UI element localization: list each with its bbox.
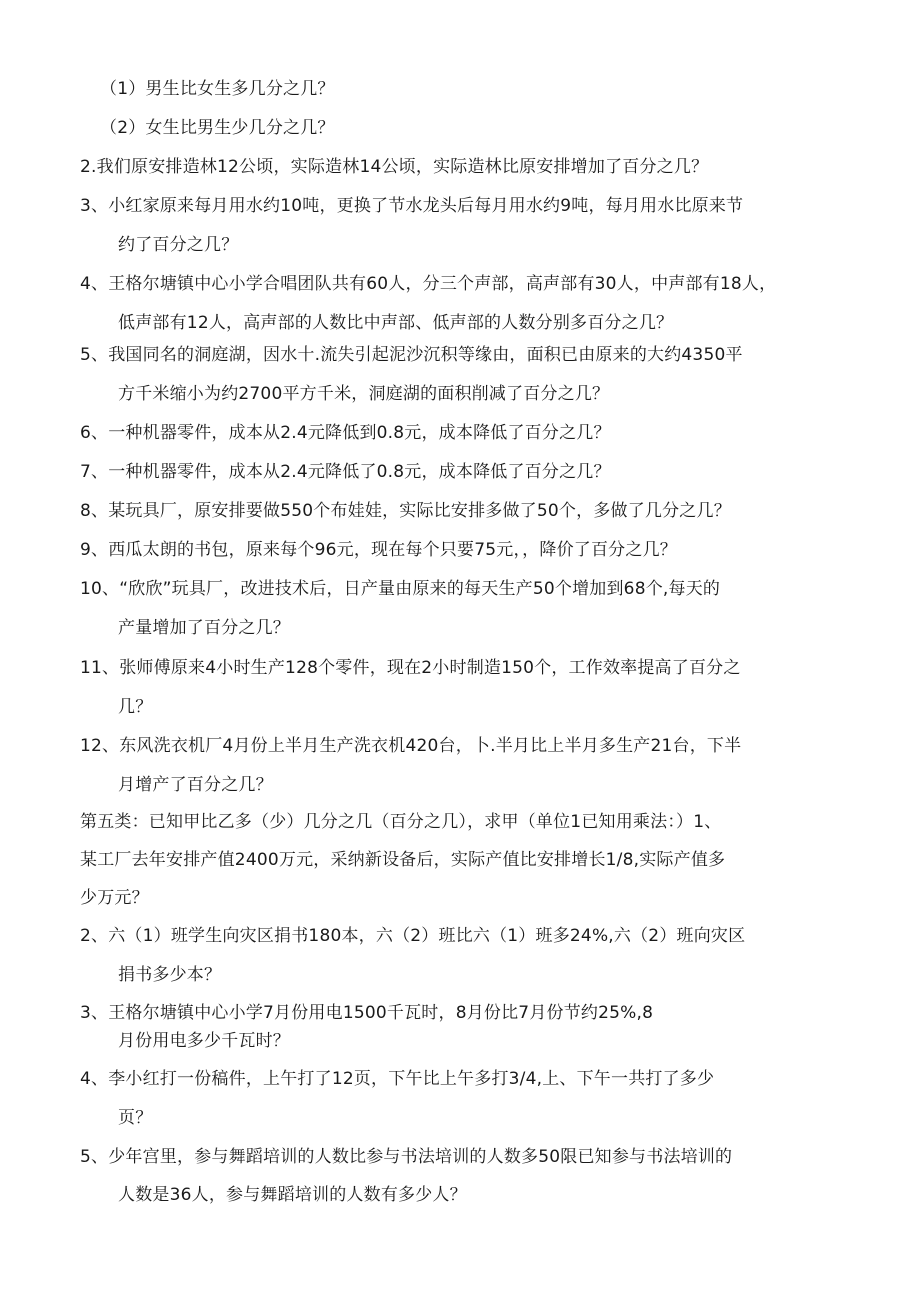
question-line: 捐书多少本？ bbox=[118, 965, 222, 985]
question-line: 产量增加了百分之几？ bbox=[118, 618, 290, 638]
question-line: 人数是36人，参与舞蹈培训的人数有多少人？ bbox=[118, 1185, 467, 1205]
section-heading: 第五类：已知甲比乙多（少）几分之几（百分之几），求甲（单位1已知用乘法：）1、 bbox=[80, 812, 722, 832]
question-line: 低声部有12人，高声部的人数比中声部、低声部的人数分别多百分之几？ bbox=[118, 313, 674, 333]
question-line: 某工厂去年安排产值2400万元，采纳新设备后，实际产值比安排增长1/8,实际产值多 bbox=[80, 850, 726, 870]
question-line: 11、张师傅原来4小时生产128个零件，现在2小时制造150个，工作效率提高了百分之 bbox=[80, 658, 741, 678]
question-line: 5、少年宫里，参与舞蹈培训的人数比参与书法培训的人数多50限已知参与书法培训的 bbox=[80, 1147, 733, 1167]
question-line: 7、一种机器零件，成本从2.4元降低了0.8元，成本降低了百分之几？ bbox=[80, 462, 611, 482]
question-line: 5、我国同名的洞庭湖，因水十.流失引起泥沙沉积等缘由，面积已由原来的大约4350平 bbox=[80, 345, 743, 365]
question-line: 少万元？ bbox=[80, 888, 149, 908]
question-line: 9、西瓜太朗的书包，原来每个96元，现在每个只要75元，，降价了百分之几？ bbox=[80, 540, 677, 560]
question-line: 几？ bbox=[118, 697, 153, 717]
question-line: 12、东风洗衣机厂4月份上半月生产洗衣机420台，卜.半月比上半月多生产21台，下半 bbox=[80, 736, 742, 756]
question-line: 页？ bbox=[118, 1108, 153, 1128]
question-line: 2、六（1）班学生向灾区捐书180本，六（2）班比六（1）班多24%,六（2）班向灾区 bbox=[80, 926, 746, 946]
question-line: （2）女生比男生少几分之几？ bbox=[100, 118, 335, 138]
question-line: （1）男生比女生多几分之几？ bbox=[100, 79, 335, 99]
question-line: 约了百分之几？ bbox=[118, 235, 239, 255]
question-line: 6、一种机器零件，成本从2.4元降低到0.8元，成本降低了百分之几？ bbox=[80, 423, 611, 443]
question-line: 2.我们原安排造林12公顷，实际造林14公顷，实际造林比原安排增加了百分之几？ bbox=[80, 157, 709, 177]
question-line: 方千米缩小为约2700平方千米，洞庭湖的面积削减了百分之几？ bbox=[118, 384, 610, 404]
question-line: 月份用电多少千瓦时？ bbox=[118, 1031, 290, 1051]
question-line: 3、王格尔塘镇中心小学7月份用电1500千瓦时，8月份比7月份节约25%,8 bbox=[80, 1003, 654, 1023]
question-line: 8、某玩具厂，原安排要做550个布娃娃，实际比安排多做了50个，多做了几分之几？ bbox=[80, 501, 731, 521]
question-line: 3、小红家原来每月用水约10吨，更换了节水龙头后每月用水约9吨，每月用水比原来节 bbox=[80, 196, 744, 216]
question-line: 4、王格尔塘镇中心小学合唱团队共有60人，分三个声部，高声部有30人，中声部有18人， bbox=[80, 274, 777, 294]
question-line: 月增产了百分之几？ bbox=[118, 775, 273, 795]
question-line: 10、“欣欣”玩具厂，改进技术后，日产量由原来的每天生产50个增加到68个,每天的 bbox=[80, 579, 721, 599]
question-line: 4、李小红打一份稿件，上午打了12页，下午比上午多打3/4,上、下午一共打了多少 bbox=[80, 1069, 715, 1089]
